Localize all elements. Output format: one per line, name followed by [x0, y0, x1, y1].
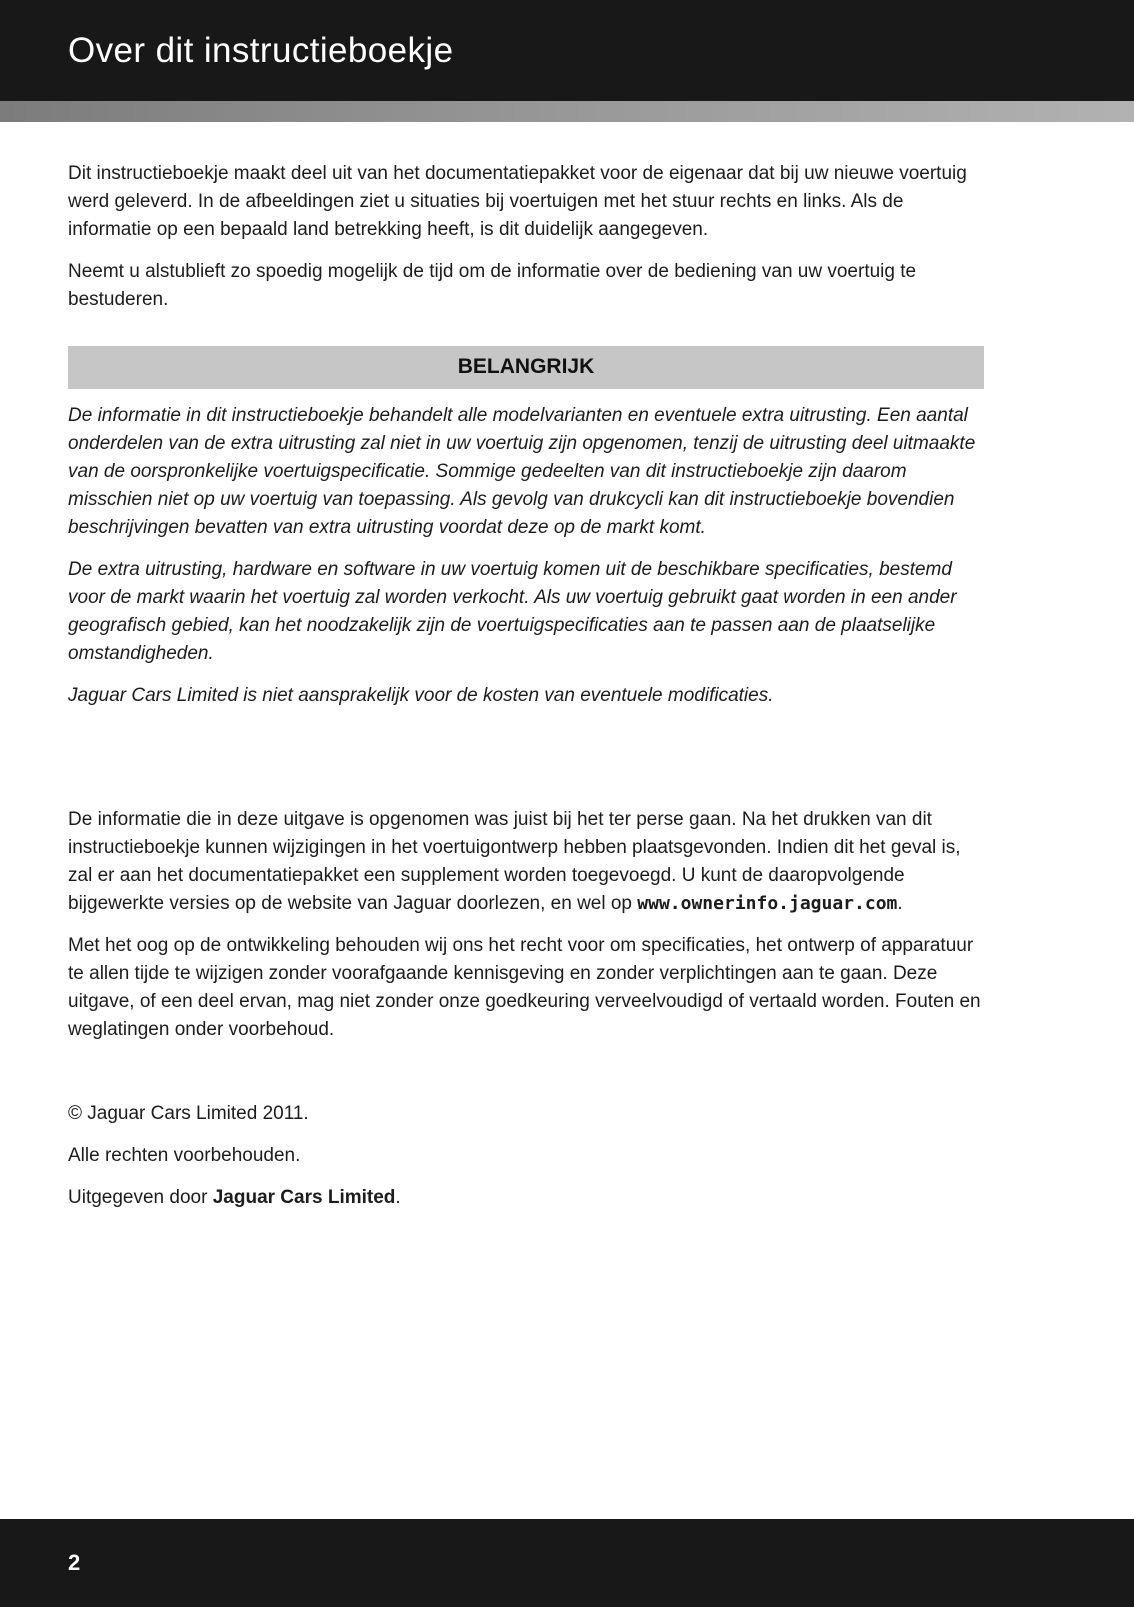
intro-paragraph-2: Neemt u alstublieft zo spoedig mogelijk de tijd om de informatie over de bediening van uw voertuig te bestuderen.	[68, 261, 917, 310]
intro-paragraph-1: Dit instructieboekje maakt deel uit van het documentatiepakket voor de eigenaar dat bij uw nieuwe voertuig werd geleverd. In de afbeeldingen ziet u situaties bij voertuigen met het stuur rechts en links. Als de informatie op een bepaald land betrekking heeft, is dit duidelijk aangegeven.	[68, 163, 967, 240]
page-content	[0, 122, 1134, 1519]
publication-paragraph-1-end: .	[897, 893, 903, 914]
publication-paragraph-1	[68, 806, 984, 918]
important-paragraph-2: De extra uitrusting, hardware en software in uw voertuig komen uit de beschikbare specificaties, bestemd voor de markt waarin het voertuig zal worden verkocht. Als uw voertuig gebruikt gaat worden in een ander geografisch gebied, kan het noodzakelijk zijn de voertuigspecificaties aan te passen aan de plaatselijke omstandigheden.	[68, 559, 957, 664]
publication-section	[68, 806, 984, 1044]
important-paragraph-3: Jaguar Cars Limited is niet aansprakelijk voor de kosten van eventuele modificaties.	[68, 685, 774, 706]
important-banner: BELANGRIJK	[68, 346, 984, 389]
important-section	[68, 402, 984, 710]
important-paragraph-1: De informatie in dit instructieboekje behandelt alle modelvarianten en eventuele extra uitrusting. Een aantal onderdelen van de extra uitrusting zal niet in uw voertuig zijn opgenomen, tenzij de uitrusting deel uitmaakte van de oorspronkelijke voertuigspecificatie. Sommige gedeelten van dit instructieboekje zijn daarom misschien niet op uw voertuig van toepassing. Als gevolg van drukcycli kan dit instructieboekje bovendien beschrijvingen bevatten van extra uitrusting voordat deze op de markt komt.	[68, 405, 976, 538]
page-number: 2	[68, 1550, 81, 1575]
publisher-line-end: .	[395, 1187, 401, 1208]
colophon-section	[68, 1100, 984, 1212]
publication-paragraph-2: Met het oog op de ontwikkeling behouden wij ons het recht voor om specificaties, het ontwerp of apparatuur te allen tijde te wijzigen zonder voorafgaande kennisgeving en zonder verplichtingen aan te gaan. Deze uitgave, of een deel ervan, mag niet zonder onze goedkeuring verveelvoudigd of vertaald worden. Fouten en weglatingen onder voorbehoud.	[68, 935, 981, 1040]
owner-info-url: www.ownerinfo.jaguar.com	[637, 893, 898, 914]
publisher-name: Jaguar Cars Limited	[212, 1187, 396, 1208]
page-title: Over dit instructieboekje	[68, 30, 454, 70]
copyright-line: © Jaguar Cars Limited 2011.	[68, 1103, 309, 1124]
page-footer	[0, 1519, 1134, 1607]
rights-line: Alle rechten voorbehouden.	[68, 1145, 301, 1166]
page-header	[0, 0, 1134, 101]
publisher-line-text: Uitgegeven door	[68, 1187, 213, 1208]
publisher-line	[68, 1184, 984, 1212]
publication-paragraph-1-text: De informatie die in deze uitgave is opgenomen was juist bij het ter perse gaan. Na het drukken van dit instructieboekje kunnen wijzigingen in het voertuigontwerp hebben plaatsgevonden. Indien dit het geval is, zal er aan het documentatiepakket een supplement worden toegevoegd. U kunt de daaropvolgende bijgewerkte versies op de website van Jaguar doorlezen, en wel op	[68, 809, 961, 914]
header-gradient-strip	[0, 101, 1134, 122]
